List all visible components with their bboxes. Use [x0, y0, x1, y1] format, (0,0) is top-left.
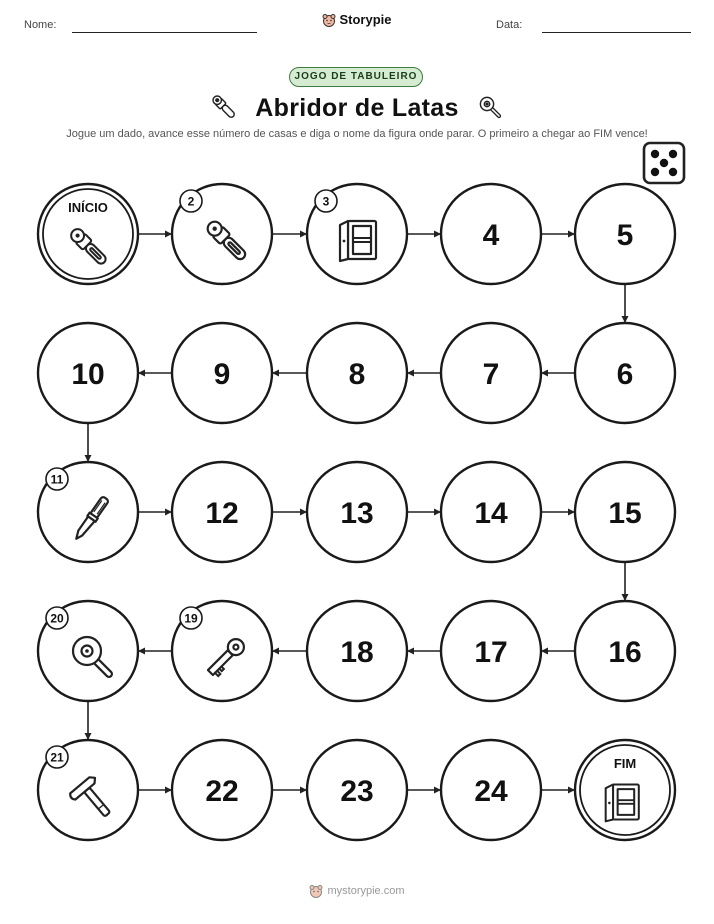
space-number: 9	[213, 358, 231, 391]
start-space[interactable]	[38, 184, 138, 284]
board-space-19[interactable]	[172, 601, 272, 701]
space-label: INÍCIO	[68, 200, 108, 215]
footer	[0, 884, 714, 901]
space-number: 16	[608, 636, 642, 669]
space-number: 8	[348, 358, 366, 391]
board-space-24[interactable]	[441, 740, 541, 840]
space-number: 23	[340, 775, 374, 808]
space-number: 15	[608, 497, 642, 530]
space-number: 6	[616, 358, 634, 391]
space-number: 2	[187, 194, 195, 209]
title-text: Abridor de Latas	[255, 94, 459, 122]
board-space-16[interactable]	[575, 601, 675, 701]
board-space-7[interactable]	[441, 323, 541, 423]
board-space-12[interactable]	[172, 462, 272, 562]
board-space-8[interactable]	[307, 323, 407, 423]
board-space-13[interactable]	[307, 462, 407, 562]
cabinet-icon	[340, 221, 376, 261]
space-number: 11	[50, 472, 64, 487]
storypie-mascot-icon	[309, 884, 323, 898]
space-number: 13	[340, 497, 374, 530]
dice-pip	[669, 150, 677, 158]
dice-pip	[660, 159, 668, 167]
dice-pip	[669, 168, 677, 176]
date-label: Data:	[496, 19, 523, 31]
footer-url[interactable]: mystorypie.com	[327, 885, 405, 897]
space-number: 5	[616, 219, 634, 252]
space-number: 12	[205, 497, 239, 530]
board-space-2[interactable]	[172, 184, 272, 284]
board-space-18[interactable]	[307, 601, 407, 701]
space-number: 14	[474, 497, 508, 530]
space-label: FIM	[613, 756, 637, 771]
board-space-4[interactable]	[441, 184, 541, 284]
board-space-23[interactable]	[307, 740, 407, 840]
space-number: 10	[71, 358, 105, 391]
space-circle	[38, 184, 138, 284]
instructions-text: Jogue um dado, avance esse número de casas e diga o nome da figura onde parar. O primeiro a chegar ao FIM vence!	[66, 128, 648, 140]
board-space-20[interactable]	[38, 601, 138, 701]
space-number: 7	[482, 358, 500, 391]
board-space-17[interactable]	[441, 601, 541, 701]
board-space-3[interactable]	[307, 184, 407, 284]
space-number: 17	[474, 636, 508, 669]
board-space-5[interactable]	[575, 184, 675, 284]
space-number: 21	[50, 750, 64, 765]
dice-pip	[651, 168, 659, 176]
space-number: 19	[184, 611, 198, 626]
space-number: 20	[50, 611, 64, 626]
brand-name: Storypie	[339, 12, 392, 27]
board-space-21[interactable]	[38, 740, 138, 840]
space-number: 3	[322, 194, 330, 209]
space-number: 18	[340, 636, 374, 669]
board-space-11[interactable]	[38, 462, 138, 562]
name-label: Nome:	[24, 19, 57, 31]
board-space-6[interactable]	[575, 323, 675, 423]
dice-pip	[651, 150, 659, 158]
cabinet-icon	[606, 785, 639, 822]
board-space-22[interactable]	[172, 740, 272, 840]
dice-icon	[644, 143, 684, 183]
board-space-9[interactable]	[172, 323, 272, 423]
space-number: 4	[482, 219, 500, 252]
board-space-15[interactable]	[575, 462, 675, 562]
board-space-14[interactable]	[441, 462, 541, 562]
game-type-badge: JOGO DE TABULEIRO	[289, 67, 423, 87]
space-number: 22	[205, 775, 239, 808]
finish-space[interactable]	[575, 740, 675, 840]
space-number: 24	[474, 775, 508, 808]
board-space-10[interactable]	[38, 323, 138, 423]
